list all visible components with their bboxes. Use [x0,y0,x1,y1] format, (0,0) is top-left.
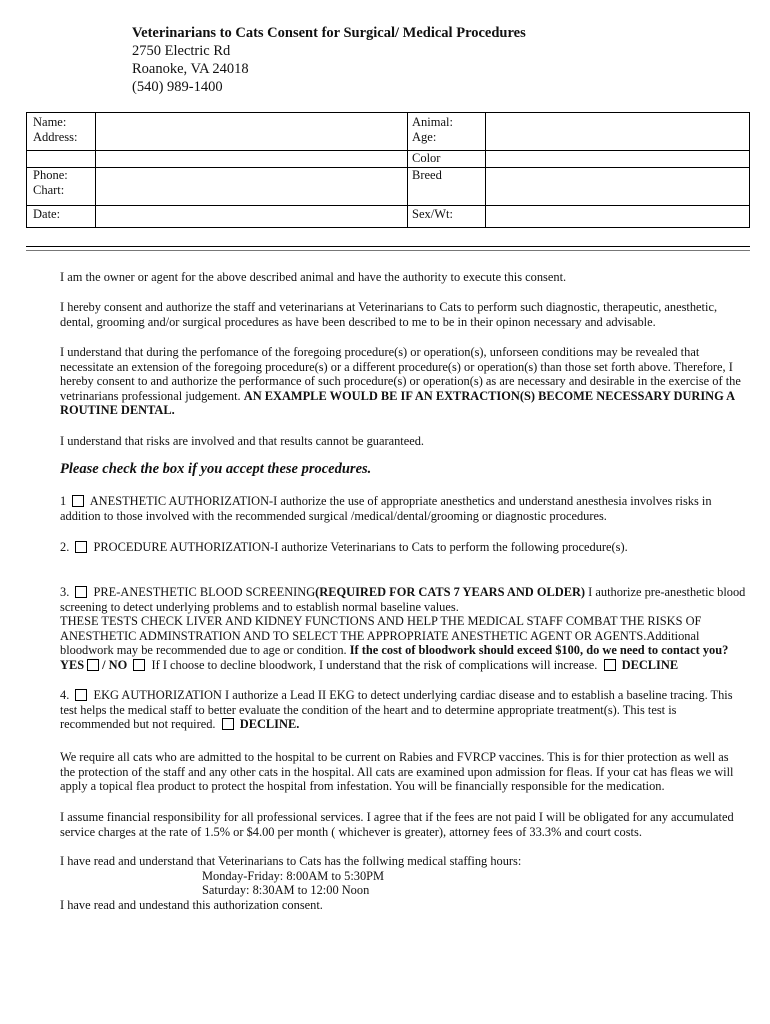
anesthetic-checkbox[interactable] [72,495,84,507]
phone-label: Phone: [33,168,68,182]
color-label: Color [412,151,441,165]
unforeseen-text: I understand that during the perfomance of the foregoing procedure(s) or operation(s), unforseen conditions may be revealed that necessitate an extension of the foregoing procedure(s) or a different procedure(s) or operation(s) than those set forth above. Therefore, I hereby consent to and authorize the performance of such procedure(s) or operation(s) as are necessary and desirable in the exercise of the vetrinarians professional judgement. [60,345,741,403]
ekg-text: EKG AUTHORIZATION I authorize a Lead II EKG to detect underlying cardiac disease and to establish a baseline tracing. This test helps the medical staff to better evaluate the condition of the heart and to determine appropriate treatment(s). This test is recommended but not required. [60,688,733,731]
breed-label: Breed [412,168,442,182]
procedure-text: PROCEDURE AUTHORIZATION-I authorize Veterinarians to Cats to perform the following procedure(s). [93,540,628,554]
date-input[interactable] [99,208,407,224]
chart-input[interactable] [99,184,407,200]
no-label: / NO [102,657,128,672]
separator-line [26,250,750,251]
clinic-phone: (540) 989-1400 [132,79,223,95]
consent-statement: I hereby consent and authorize the staff and veterinarians at Veterinarians to Cats to perform such diagnostic, therapeutic, anesthetic, dental, grooming and/or surgical procedures as have been described to me to be in their opinon necessary and advisable. [60,300,718,329]
table-rule [27,150,749,151]
vaccine-policy: We require all cats who are admitted to the hospital to be current on Rabies and FVRCP vaccines. This is for thier protection as well as the protection of the staff and any other cats in the hospital. All cats are examined upon admission for fleas. If your cat has fleas we will apply a topical flea product to protect the hospital from infestation. You will be financially responsible for the medication. [60,750,734,793]
blood-screening-text: I authorize pre-anesthetic blood screening to detect underlying problems and to establish normal baseline values. [60,585,746,614]
yes-checkbox[interactable] [87,659,99,671]
financial-responsibility: I assume financial responsibility for all professional services. I agree that if the fees are not paid I will be obligated for any accumulated service charges at the rate of 1.5% or $4.00 per month ( whichever is greater), attorney fees of 33.3% and court costs. [60,810,734,839]
animal-label: Animal: [412,115,453,129]
staffing-hours [60,854,746,912]
blood-tests-info: THESE TESTS CHECK LIVER AND KIDNEY FUNCTIONS AND HELP THE MEDICAL STAFF COMBAT THE RISKS OF ANESTHETIC ADMINSTRATION AND TO SELECT THE APPROPRIATE ANESTHETIC AGENT OR AGENTS.Additional bloodwork may be recommended due to age or condition. [60,614,702,657]
item-number: 4. [60,688,70,702]
decline-bloodwork-checkbox[interactable] [604,659,616,671]
decline-label: DECLINE [621,657,679,672]
weekday-hours: Monday-Friday: 8:00AM to 5:30PM [202,868,385,883]
table-divider [407,113,408,227]
blood-screening-checkbox[interactable] [75,586,87,598]
table-rule [27,205,749,206]
animal-input[interactable] [489,116,749,132]
date-label: Date: [33,207,61,221]
name-label: Name: [33,115,67,129]
table-divider [95,113,96,227]
table-divider [485,113,486,227]
item-number: 1 [60,494,67,508]
final-acknowledgement: I have read and undestand this authorization consent. [60,897,323,912]
breed-input[interactable] [489,169,749,185]
item-number: 2. [60,540,70,554]
sexwt-input[interactable] [489,208,749,224]
age-label: Age: [412,130,437,144]
clinic-street: 2750 Electric Rd [132,43,231,59]
check-box-heading: Please check the box if you accept these procedures. [60,461,372,477]
unforeseen-conditions [60,345,746,418]
age-input[interactable] [489,131,749,147]
procedure-checkbox[interactable] [75,541,87,553]
decline-bloodwork-text: If I choose to decline bloodwork, I understand that the risk of complications will increase. [151,657,598,672]
form-title: Veterinarians to Cats Consent for Surgical/ Medical Procedures [132,25,526,41]
risk-statement: I understand that risks are involved and that results cannot be guaranteed. [60,434,425,448]
clinic-city: Roanoke, VA 24018 [132,61,249,77]
sexwt-label: Sex/Wt: [412,207,453,221]
item-blood-screening [60,585,746,672]
cost-question: If the cost of bloodwork should exceed $100, do we need to contact you? [349,643,729,657]
ekg-decline-checkbox[interactable] [222,718,234,730]
item-anesthetic [60,494,746,523]
separator-line [26,246,750,247]
client-info-table [26,112,750,228]
blood-screening-title: PRE-ANESTHETIC BLOOD SCREENING [93,585,316,599]
item-number: 3. [60,585,70,599]
dental-example: AN EXAMPLE WOULD BE IF AN EXTRACTION(S) BECOME NECESSARY DURING A ROUTINE DENTAL. [60,388,735,417]
yes-label: YES [60,657,85,672]
item-procedure [60,540,746,555]
staffing-intro: I have read and understand that Veterinarians to Cats has the follwing medical staffing hours: [60,854,522,868]
blood-screening-requirement: (REQUIRED FOR CATS 7 YEARS AND OLDER) [315,585,586,599]
no-checkbox[interactable] [133,659,145,671]
chart-label: Chart: [33,183,65,197]
ekg-decline-label: DECLINE. [239,717,300,731]
phone-input[interactable] [99,169,407,185]
anesthetic-text: ANESTHETIC AUTHORIZATION-I authorize the use of appropriate anesthetics and understand anesthesia involves risks in addition to those involved with the recommended surgical /medical/dental/grooming or diagnostic procedures. [60,494,712,523]
address-label: Address: [33,130,78,144]
ekg-checkbox[interactable] [75,689,87,701]
form-header [132,24,526,96]
color-input[interactable] [489,152,749,168]
name-input[interactable] [99,116,407,132]
item-ekg [60,688,746,732]
owner-statement: I am the owner or agent for the above described animal and have the authority to execute this consent. [60,270,567,284]
address-input[interactable] [99,131,407,147]
saturday-hours: Saturday: 8:30AM to 12:00 Noon [202,883,370,897]
